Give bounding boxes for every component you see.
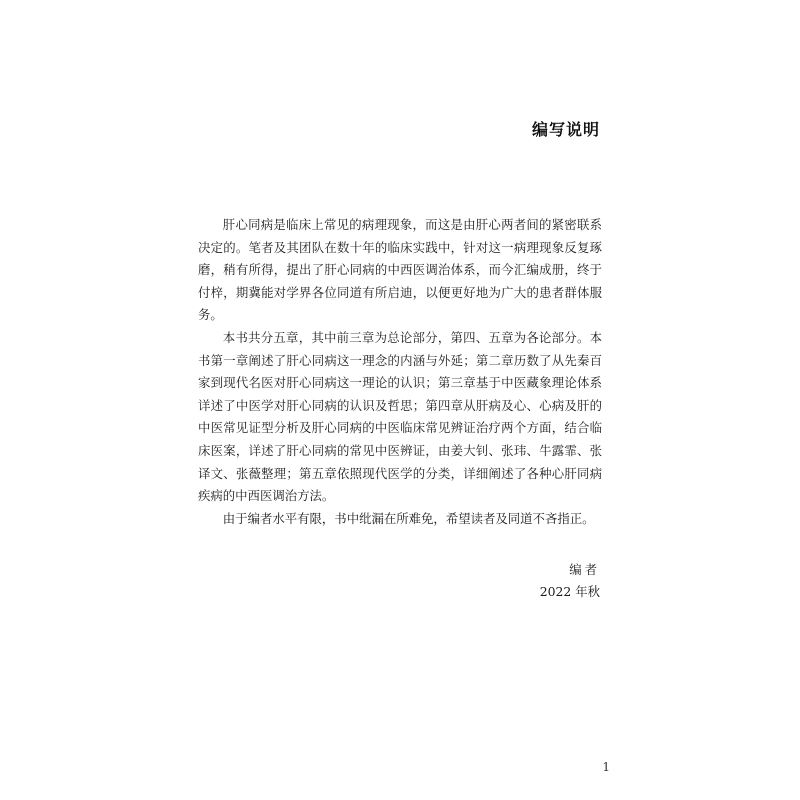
preface-body	[198, 214, 602, 530]
signature-author: 编者	[569, 562, 600, 577]
signature-date: 2022 年秋	[539, 584, 600, 599]
paragraph-3: 由于编者水平有限，书中纰漏在所难免，希望读者及同道不吝指正。	[222, 510, 595, 526]
paragraph-2: 本书共分五章，其中前三章为总论部分，第四、五章为各论部分。本书第一章阐述了肝心同病这一理念的内涵与外延；第二章历数了从先秦百家到现代名医对肝心同病这一理论的认识；第三章基于中医藏象理论体系详述了中医学对肝心同病的认识及哲思；第四章从肝病及心、心病及肝的中医常见证型分析及肝心同病的中医临床常见辨证治疗两个方面，结合临床医案，详述了肝心同病的常见中医辨证，由姜大钊、张玮、牛露霏、张译文、张薇整理；第五章依照现代医学的分类，详细阐述了各种心肝同病疾病的中西医调治方法。	[198, 329, 602, 504]
page-title: 编写说明	[531, 120, 600, 139]
paragraph-1: 肝心同病是临床上常见的病理现象，而这是由肝心两者间的紧密联系决定的。笔者及其团队在数十年的临床实践中，针对这一病理现象反复琢磨，稍有所得，提出了肝心同病的中西医调治体系，而今汇编成册，终于付梓，期冀能对学界各位同道有所启迪，以便更好地为广大的患者群体服务。	[198, 217, 602, 323]
page-number: 1	[602, 760, 610, 774]
